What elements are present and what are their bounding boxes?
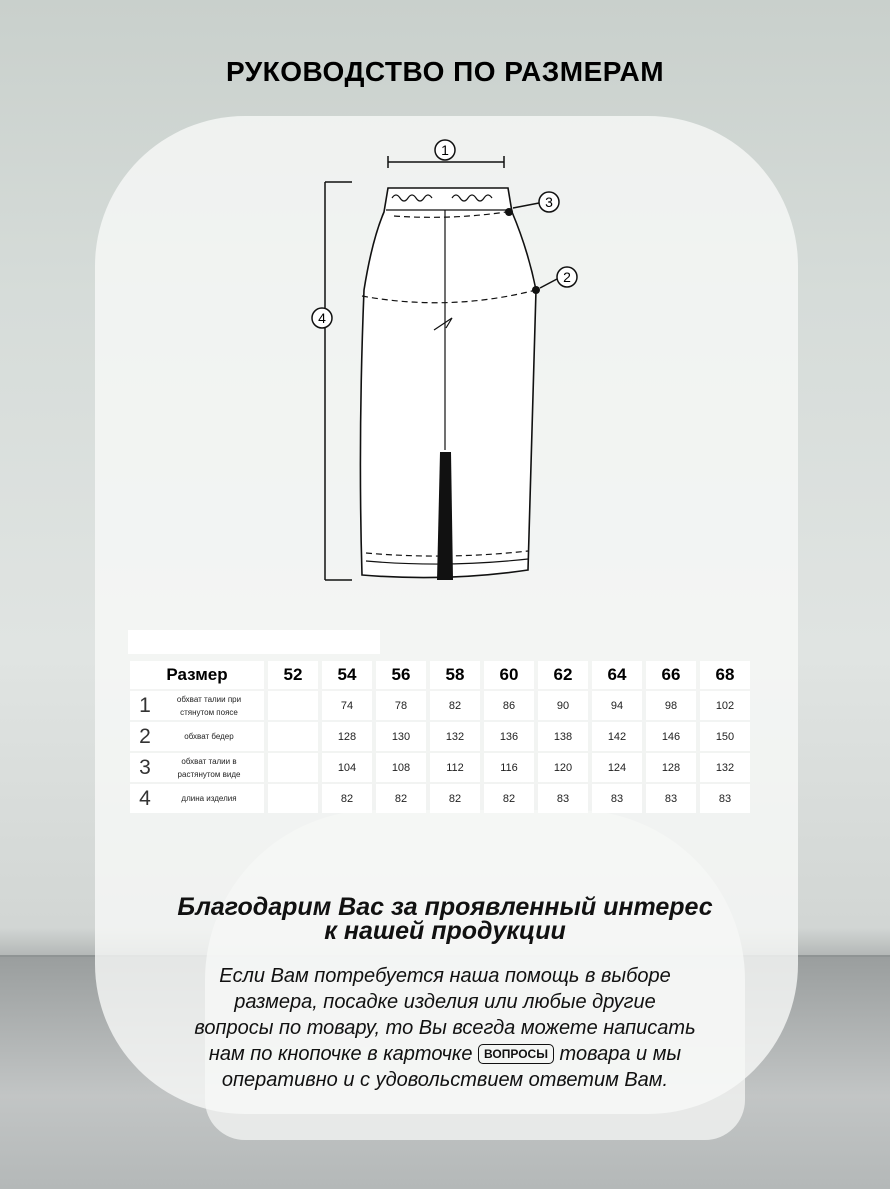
help-message [100, 963, 790, 1093]
table-cell: 82 [322, 784, 372, 813]
table-cell: 83 [538, 784, 588, 813]
table-cell: 78 [376, 691, 426, 720]
row-number: 2 [139, 724, 151, 748]
table-cell [268, 784, 318, 813]
row-number: 1 [139, 693, 151, 717]
row-description: длина изделия [181, 794, 237, 803]
table-cell: 136 [484, 722, 534, 751]
size-col: 68 [700, 661, 750, 689]
table-cell: 74 [322, 691, 372, 720]
table-cell: 82 [484, 784, 534, 813]
message-line-3: вопросы по товару, то Вы всегда можете написать [194, 1017, 696, 1039]
size-col: 66 [646, 661, 696, 689]
table-cell [268, 753, 318, 782]
message-line-2: размера, посадке изделия или любые другие [234, 991, 656, 1013]
size-col: 56 [376, 661, 426, 689]
table-cell [268, 722, 318, 751]
svg-text:3: 3 [545, 194, 553, 210]
marker-3 [505, 192, 559, 216]
table-cell: 82 [376, 784, 426, 813]
table-cell: 98 [646, 691, 696, 720]
svg-text:4: 4 [318, 310, 326, 326]
size-col: 54 [322, 661, 372, 689]
table-cell: 82 [430, 784, 480, 813]
table-cell: 146 [646, 722, 696, 751]
table-cell: 112 [430, 753, 480, 782]
marker-4 [312, 308, 332, 328]
table-row [130, 722, 750, 751]
size-header-label: Размер [130, 661, 264, 689]
size-header-row [130, 661, 750, 689]
table-cell: 94 [592, 691, 642, 720]
size-table [126, 659, 754, 815]
row-description: обхват талии при стянутом поясе [176, 694, 242, 717]
length-measure-line [325, 182, 352, 580]
message-line-5: оперативно и с удовольствием ответим Вам. [221, 1069, 669, 1091]
table-cell: 108 [376, 753, 426, 782]
table-row [130, 753, 750, 782]
size-col: 52 [268, 661, 318, 689]
blank-header-strip [128, 630, 380, 654]
table-cell: 132 [430, 722, 480, 751]
size-col: 62 [538, 661, 588, 689]
table-cell: 128 [322, 722, 372, 751]
thanks-line-1: Благодарим Вас за проявленный интерес [177, 893, 713, 921]
svg-text:1: 1 [441, 142, 449, 158]
message-line-4-end: товара и мы [559, 1043, 682, 1065]
row-number: 4 [139, 786, 151, 810]
size-col: 60 [484, 661, 534, 689]
message-line-4-start: нам по кнопочке в карточке [208, 1043, 473, 1065]
table-cell: 124 [592, 753, 642, 782]
table-cell: 82 [430, 691, 480, 720]
skirt-diagram [300, 130, 600, 590]
table-cell [268, 691, 318, 720]
row-number: 3 [139, 755, 151, 779]
table-cell: 104 [322, 753, 372, 782]
message-line-4 [100, 1041, 790, 1067]
marker-1 [435, 140, 455, 160]
thanks-line-2: к нашей продукции [324, 917, 566, 945]
table-cell: 116 [484, 753, 534, 782]
thanks-heading [0, 895, 890, 943]
table-cell: 120 [538, 753, 588, 782]
message-line-1: Если Вам потребуется наша помощь в выборе [219, 965, 671, 987]
table-cell: 142 [592, 722, 642, 751]
table-cell: 86 [484, 691, 534, 720]
size-col: 58 [430, 661, 480, 689]
marker-2 [532, 267, 577, 294]
table-cell: 83 [592, 784, 642, 813]
questions-button[interactable]: ВОПРОСЫ [478, 1044, 554, 1064]
table-cell: 83 [646, 784, 696, 813]
size-col: 64 [592, 661, 642, 689]
table-cell: 102 [700, 691, 750, 720]
page-title: РУКОВОДСТВО ПО РАЗМЕРАМ [225, 56, 665, 87]
table-cell: 90 [538, 691, 588, 720]
svg-text:2: 2 [563, 269, 571, 285]
table-cell: 83 [700, 784, 750, 813]
table-cell: 132 [700, 753, 750, 782]
table-row [130, 784, 750, 813]
table-cell: 138 [538, 722, 588, 751]
table-cell: 130 [376, 722, 426, 751]
row-description: обхват талии в растянутом виде [177, 756, 241, 779]
row-description: обхват бедер [184, 732, 234, 741]
table-row [130, 691, 750, 720]
table-cell: 128 [646, 753, 696, 782]
table-cell: 150 [700, 722, 750, 751]
